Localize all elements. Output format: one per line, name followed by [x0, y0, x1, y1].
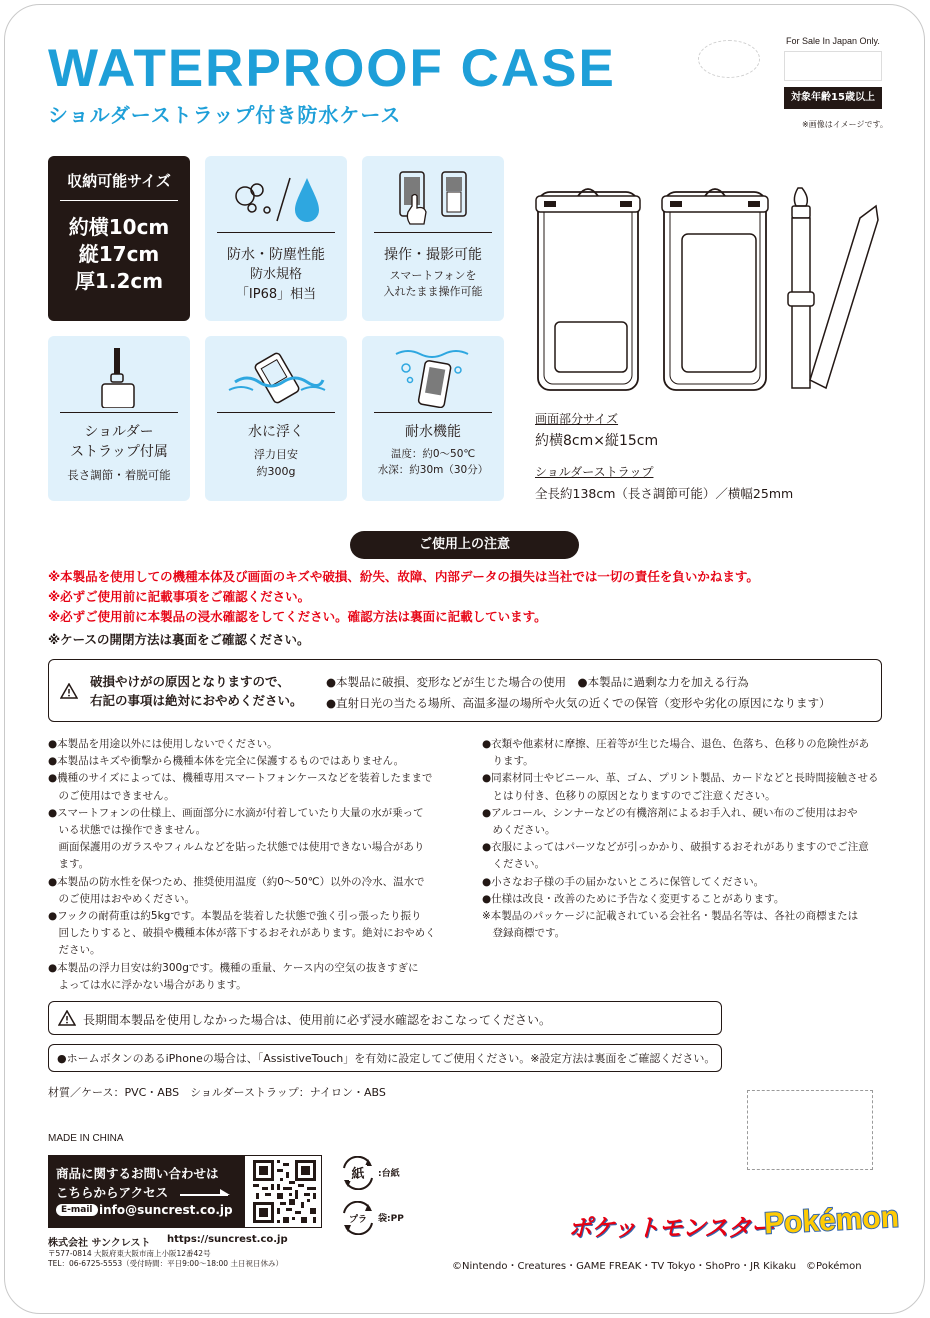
- divider: [374, 232, 492, 233]
- warning-intro-line: 右記の事項は絶対におやめください。: [90, 693, 303, 708]
- iphone-note: ●ホームボタンのあるiPhoneの場合は、「AssistiveTouch」を有効に設定してご使用ください。※設定方法は裏面をご確認ください。: [57, 1052, 716, 1065]
- company-name: 株式会社 サンクレスト: [48, 1238, 151, 1249]
- plastic-mark-text: プラ: [348, 1215, 368, 1225]
- note-line: のご使用はおやめください。: [48, 892, 195, 905]
- water-dust-icon: [205, 166, 347, 228]
- feature-detail: 防水規格: [249, 267, 302, 282]
- paper-recycle-icon: [340, 1156, 376, 1190]
- note-line: ます。: [48, 858, 90, 871]
- warning-icon: [58, 1010, 76, 1026]
- paper-label: :台紙: [378, 1169, 400, 1179]
- note-line: ります。: [482, 755, 534, 768]
- size-width: 約横10cm: [68, 215, 170, 239]
- case-front-view: [662, 189, 768, 390]
- notes-left-column: [48, 736, 458, 996]
- note-line: ●アルコール、シンナーなどの有機溶剤によるお手入れ、硬い布のご使用はおや: [482, 806, 858, 819]
- note-line: 登録商標です。: [482, 927, 566, 940]
- warning-item: ●本製品に破損、変形などが生じた場合の使用 ●本製品に過剰な力を加える行為: [326, 675, 749, 689]
- company-tel: TEL：06-6725-5553（受付時間：平日9:00〜18:00 土日祝日休み）: [48, 1259, 283, 1268]
- divider: [217, 232, 335, 233]
- note-line: ●本製品の浮力目安は約300gです。機種の重量、ケース内の空気の抜きすぎに: [48, 961, 419, 974]
- divider: [374, 412, 492, 413]
- feature-tile-waterproof: [205, 156, 347, 321]
- warning-intro: [90, 672, 303, 710]
- screen-size-value: 約横8cm×縦15cm: [535, 433, 659, 449]
- warning-items: [326, 672, 831, 714]
- label-area: [747, 1090, 873, 1170]
- warning-intro-line: 破損やけがの原因となりますので、: [90, 674, 290, 689]
- note-line: とはり付き、色移りの原因となりますのでご注意ください。: [482, 789, 776, 802]
- note-line: ださい。: [48, 944, 101, 957]
- size-depth: 厚1.2cm: [74, 269, 164, 293]
- feature-tile-water-resistant: [362, 336, 504, 501]
- image-note: ※画像はイメージです。: [802, 120, 888, 129]
- feature-label: ショルダー: [84, 424, 154, 440]
- plastic-recycle-icon: [340, 1201, 376, 1235]
- feature-label: 操作・撮影可能: [384, 247, 482, 263]
- feature-detail: 水深：約30m（30分）: [377, 464, 489, 476]
- company-address: 〒577-0814 大阪府東大阪市南上小阪12番42号: [48, 1249, 211, 1258]
- note-line: ※本製品のパッケージに記載されている会社名・製品名等は、各社の商標または: [482, 910, 859, 922]
- caution-red-1: ※本製品を使用しての機種本体及び画面のキズや破損、紛失、故障、内部データの損失は当社では一切の責任を負いかねます。: [48, 569, 759, 584]
- product-title: WATERPROOF CASE: [48, 39, 616, 98]
- size-values: [48, 214, 190, 295]
- screen-size-label: 画面部分サイズ: [535, 412, 619, 426]
- caution-red-3: ※必ずご使用前に本製品の浸水確認をしてください。確認方法は裏面に記載しています。: [48, 609, 547, 624]
- phone-touch-icon: [362, 166, 504, 228]
- note-line: のご使用はできません。: [48, 789, 175, 802]
- caution-heading: ご使用上の注意: [350, 531, 579, 559]
- note-line: いる状態では操作できません。: [48, 824, 207, 836]
- note-line: ●衣服によってはパーツなどが引っかかり、破損するおそれがありますのでご注意: [482, 841, 869, 854]
- size-tile: [48, 156, 190, 321]
- plastic-label: 袋:PP: [378, 1214, 404, 1224]
- contact-line-1: 商品に関するお問い合わせは: [56, 1166, 219, 1181]
- made-in: MADE IN CHINA: [48, 1133, 124, 1144]
- company-url[interactable]: https://suncrest.co.jp: [167, 1234, 288, 1245]
- feature-detail: 温度：約0〜50℃: [390, 448, 476, 460]
- feature-tile-strap: [48, 336, 190, 501]
- email-tag: E-mail: [56, 1204, 98, 1216]
- note-line: ●本製品を用途以外には使用しないでください。: [48, 738, 278, 750]
- note-line: ●衣類や他素材に摩擦、圧着等が生じた場合、退色、色落ち、色移りの危険性があ: [482, 738, 870, 750]
- note-line: ●小さなお子様の手の届かないところに保管してください。: [482, 875, 765, 888]
- feature-label: 水に浮く: [248, 424, 304, 440]
- pocket-monsters-logo: ポケットモンスター: [568, 1214, 774, 1242]
- sale-region-note: For Sale In Japan Only.: [786, 36, 880, 46]
- note-line: 回したりすると、破損や機種本体が落下するおそれがあります。絶対におやめく: [48, 927, 436, 940]
- product-subtitle: ショルダーストラップ付き防水ケース: [48, 103, 402, 127]
- note-line: めください。: [482, 824, 556, 836]
- strap-value: 全長約138cm（長さ調節可能）／横幅25mm: [535, 486, 794, 501]
- size-heading: 収納可能サイズ: [67, 172, 171, 190]
- warning-icon: [60, 683, 78, 699]
- note-line: 画面保護用のガラスやフィルムなどを貼った状態では使用できない場合があり: [48, 841, 425, 854]
- floating-case-icon: [205, 346, 347, 408]
- divider: [60, 412, 178, 413]
- note-line: ●仕様は改良・改善のために予告なく変更することがあります。: [482, 892, 785, 905]
- arrow-right-icon: [180, 1186, 232, 1198]
- qr-code[interactable]: [253, 1160, 316, 1223]
- feature-detail: 浮力目安: [254, 448, 298, 461]
- feature-tile-float: [205, 336, 347, 501]
- note-line: ●機種のサイズによっては、機種専用スマートフォンケースなどを装着したままで: [48, 772, 433, 785]
- strap-label: ショルダーストラップ: [535, 465, 654, 479]
- contact-line-2: こちらからアクセス: [56, 1185, 169, 1200]
- email-link[interactable]: info@suncrest.co.jp: [99, 1203, 233, 1217]
- feature-detail: 長さ調節・着脱可能: [67, 468, 171, 482]
- note-line: ください。: [482, 858, 545, 871]
- pokemon-logo: Pokémon: [763, 1200, 900, 1241]
- size-height: 縦17cm: [78, 242, 160, 266]
- case-back-view: [536, 189, 640, 390]
- shoulder-strap-icon: [48, 346, 190, 408]
- immersion-note: 長期間本製品を使用しなかった場合は、使用前に必ず浸水確認をおこなってください。: [83, 1013, 552, 1027]
- divider: [217, 412, 335, 413]
- paper-mark-text: 紙: [351, 1167, 365, 1182]
- notes-right-column: [482, 736, 882, 946]
- feature-detail: 約300g: [256, 465, 296, 478]
- barcode-area: [784, 51, 882, 81]
- water-resistant-icon: [362, 346, 504, 408]
- shoulder-strap-drawing: [788, 188, 878, 388]
- warning-item: ●直射日光の当たる場所、高温多湿の場所や火気の近くでの保管（変形や劣化の原因になります）: [326, 696, 831, 710]
- feature-detail: 「IP68」相当: [235, 287, 317, 302]
- copyright: ©Nintendo・Creatures・GAME FREAK・TV Tokyo・ShoPro・JR Kikaku ©Pokémon: [452, 1261, 862, 1272]
- divider: [60, 200, 178, 201]
- note-line: ●本製品の防水性を保つため、推奨使用温度（約0〜50℃）以外の冷水、温水で: [48, 875, 425, 888]
- feature-detail: 入れたまま操作可能: [383, 285, 483, 298]
- note-line: よっては水に浮かない場合があります。: [48, 978, 247, 991]
- age-badge: 対象年齢15歳以上: [784, 87, 882, 109]
- note-line: ●同素材同士やビニール、革、ゴム、プリント製品、カードなどと長時間接触させる: [482, 772, 879, 785]
- note-line: ●フックの耐荷重は約5kgです。本製品を装着した状態で強く引っ張ったり振り: [48, 910, 422, 922]
- note-line: ●本製品はキズや衝撃から機種本体を完全に保護するものではありません。: [48, 755, 405, 768]
- feature-label: 耐水機能: [405, 424, 461, 440]
- feature-label: 防水・防塵性能: [227, 247, 325, 263]
- materials: 材質／ケース：PVC・ABS ショルダーストラップ：ナイロン・ABS: [48, 1086, 386, 1099]
- caution-red-2: ※必ずご使用前に記載事項をご確認ください。: [48, 589, 311, 604]
- feature-label: ストラップ付属: [70, 444, 168, 460]
- hang-hole-outline: [698, 40, 760, 78]
- feature-tile-touch: [362, 156, 504, 321]
- note-line: ●スマートフォンの仕様上、画面部分に水滴が付着していたり大量の水が乗って: [48, 806, 424, 819]
- product-illustration: [530, 180, 890, 395]
- feature-detail: スマートフォンを: [389, 269, 477, 282]
- caution-black-1: ※ケースの開閉方法は裏面をご確認ください。: [48, 632, 310, 647]
